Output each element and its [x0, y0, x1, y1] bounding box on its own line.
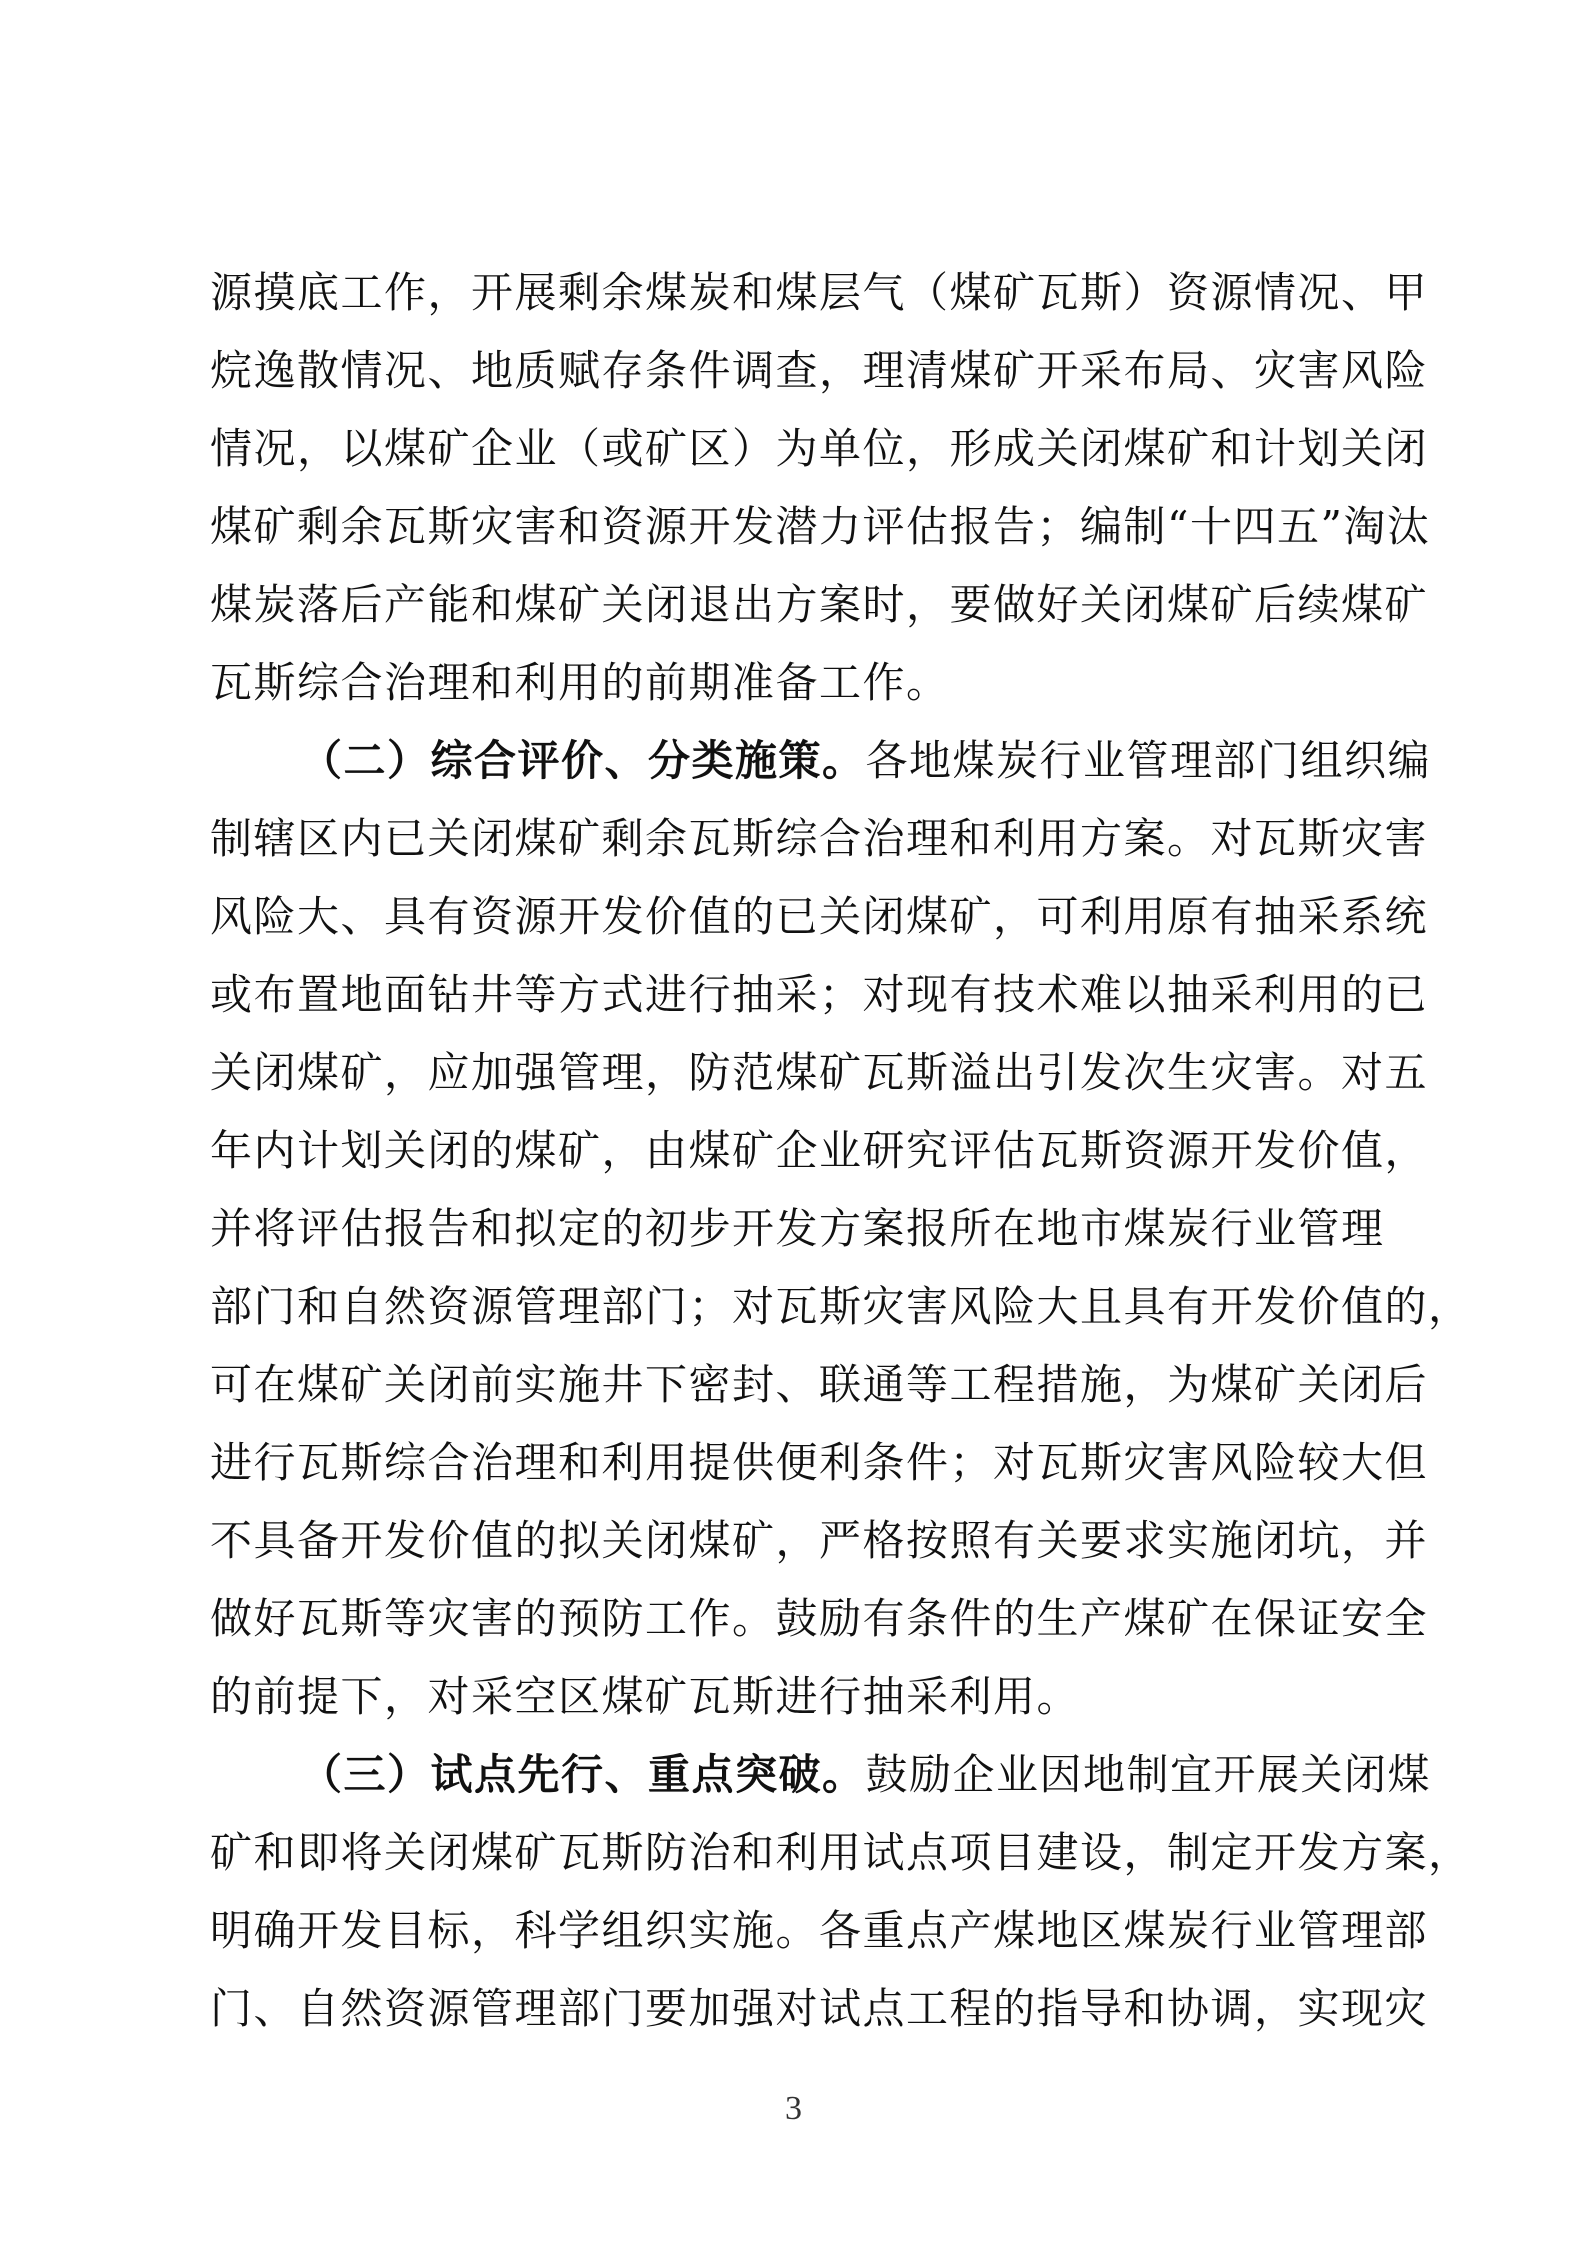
paragraph-line: 关闭煤矿，应加强管理，防范煤矿瓦斯溢出引发次生灾害。对五 [210, 1048, 1429, 1097]
body-text [210, 262, 1472, 2056]
paragraph-line: 不具备开发价值的拟关闭煤矿，严格按照有关要求实施闭坑，并 [210, 1516, 1429, 1565]
paragraph-line: 或布置地面钻井等方式进行抽采；对现有技术难以抽采利用的已 [210, 970, 1429, 1019]
paragraph-line: 进行瓦斯综合治理和利用提供便利条件；对瓦斯灾害风险较大但 [210, 1438, 1429, 1487]
paragraph-first-line [210, 1744, 1432, 1806]
paragraph-line: 煤炭落后产能和煤矿关闭退出方案时，要做好关闭煤矿后续煤矿 [210, 580, 1429, 629]
paragraph-line: 风险大、具有资源开发价值的已关闭煤矿，可利用原有抽采系统 [210, 892, 1429, 941]
paragraph-line: 煤矿剩余瓦斯灾害和资源开发潜力评估报告；编制“十四五”淘汰 [210, 502, 1431, 551]
paragraph-line: 矿和即将关闭煤矿瓦斯防治和利用试点项目建设，制定开发方案， [210, 1828, 1472, 1877]
paragraph-text: 各地煤炭行业管理部门组织编 [865, 736, 1432, 785]
paragraph-line: 的前提下，对采空区煤矿瓦斯进行抽采利用。 [210, 1672, 1081, 1721]
paragraph-line: 并将评估报告和拟定的初步开发方案报所在地市煤炭行业管理 [210, 1204, 1385, 1253]
paragraph-text: 鼓励企业因地制宜开展关闭煤 [865, 1750, 1432, 1799]
paragraph-line: 做好瓦斯等灾害的预防工作。鼓励有条件的生产煤矿在保证安全 [210, 1594, 1429, 1643]
paragraph-2 [210, 730, 1472, 1728]
paragraph-first-line [210, 730, 1432, 792]
paragraph-line: 情况，以煤矿企业（或矿区）为单位，形成关闭煤矿和计划关闭 [210, 424, 1429, 473]
paragraph-3 [210, 1744, 1472, 2040]
section-heading: （三）试点先行、重点突破。 [300, 1750, 866, 1799]
paragraph-line: 部门和自然资源管理部门；对瓦斯灾害风险大且具有开发价值的， [210, 1282, 1472, 1331]
section-heading: （二）综合评价、分类施策。 [300, 736, 866, 785]
paragraph-line: 年内计划关闭的煤矿，由煤矿企业研究评估瓦斯资源开发价值， [210, 1126, 1429, 1175]
paragraph-line: 明确开发目标，科学组织实施。各重点产煤地区煤炭行业管理部 [210, 1906, 1429, 1955]
paragraph-line: 烷逸散情况、地质赋存条件调查，理清煤矿开采布局、灾害风险 [210, 346, 1429, 395]
paragraph-line: 制辖区内已关闭煤矿剩余瓦斯综合治理和利用方案。对瓦斯灾害 [210, 814, 1429, 863]
paragraph-1 [210, 262, 1431, 714]
paragraph-line: 源摸底工作，开展剩余煤炭和煤层气（煤矿瓦斯）资源情况、甲 [210, 268, 1429, 317]
paragraph-line: 瓦斯综合治理和利用的前期准备工作。 [210, 658, 950, 707]
paragraph-line: 可在煤矿关闭前实施井下密封、联通等工程措施，为煤矿关闭后 [210, 1360, 1429, 1409]
page-number: 3 [785, 2090, 802, 2127]
paragraph-line: 门、自然资源管理部门要加强对试点工程的指导和协调，实现灾 [210, 1984, 1429, 2033]
